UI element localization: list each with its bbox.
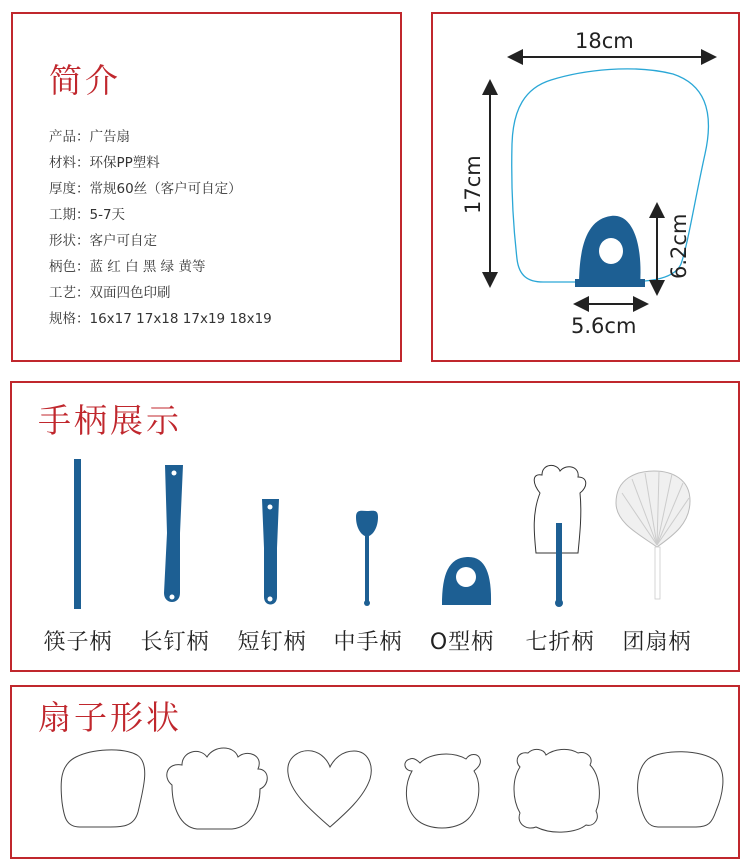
height-label: 17cm	[461, 155, 485, 214]
handle-label-o-type: O型柄	[429, 630, 495, 655]
shape-heart-icon	[288, 751, 371, 827]
shapes-illustration	[12, 687, 738, 857]
width-label: 18cm	[575, 29, 634, 53]
handle-label-middle: 中手柄	[333, 630, 403, 655]
shape-round-bumps-icon	[514, 749, 599, 832]
spec-leadtime: 工期：5-7天	[49, 207, 126, 223]
round-fan-handle-icon	[616, 471, 690, 599]
shape-round-ears-icon	[405, 754, 480, 828]
dimension-panel	[431, 12, 740, 362]
short-nail-handle-icon	[262, 499, 279, 605]
handle-height-label: 6.2cm	[667, 213, 691, 279]
seven-fold-handle-icon	[534, 465, 586, 607]
handle-label-seven-fold: 七折柄	[525, 630, 595, 655]
spec-material: 材料：环保PP塑料	[49, 155, 160, 171]
long-nail-handle-icon	[164, 465, 183, 602]
spec-handle-color: 柄色：蓝 红 白 黑 绿 黄等	[49, 259, 206, 275]
o-handle-icon	[579, 216, 641, 286]
spec-printing: 工艺：双面四色印刷	[49, 285, 171, 301]
shape-tapered-icon	[638, 752, 723, 827]
shape-rounded-square-icon	[61, 750, 145, 827]
shapes-panel	[10, 685, 740, 859]
handle-label-round-fan: 团扇柄	[622, 630, 692, 655]
handle-label-short-nail: 短钉柄	[237, 630, 307, 655]
intro-panel	[11, 12, 402, 362]
shape-scalloped-icon	[167, 748, 267, 829]
chopstick-handle-icon	[74, 459, 81, 609]
o-type-handle-icon	[442, 557, 491, 605]
spec-shape: 形状：客户可自定	[49, 233, 157, 249]
shapes-title: 扇子形状	[38, 698, 182, 737]
spec-list	[49, 124, 272, 332]
intro-title: 简介	[49, 61, 121, 100]
middle-handle-icon	[356, 511, 378, 606]
spec-product: 产品：广告扇	[49, 129, 130, 145]
handles-panel	[10, 381, 740, 672]
handle-label-long-nail: 长钉柄	[140, 630, 210, 655]
handles-title: 手柄展示	[38, 401, 182, 440]
handle-label-chopstick: 筷子柄	[43, 630, 113, 655]
spec-thickness: 厚度：常规60丝（客户可自定）	[49, 181, 242, 197]
handle-width-label: 5.6cm	[571, 314, 637, 338]
spec-sizes: 规格：16x17 17x18 17x19 18x19	[49, 311, 272, 327]
